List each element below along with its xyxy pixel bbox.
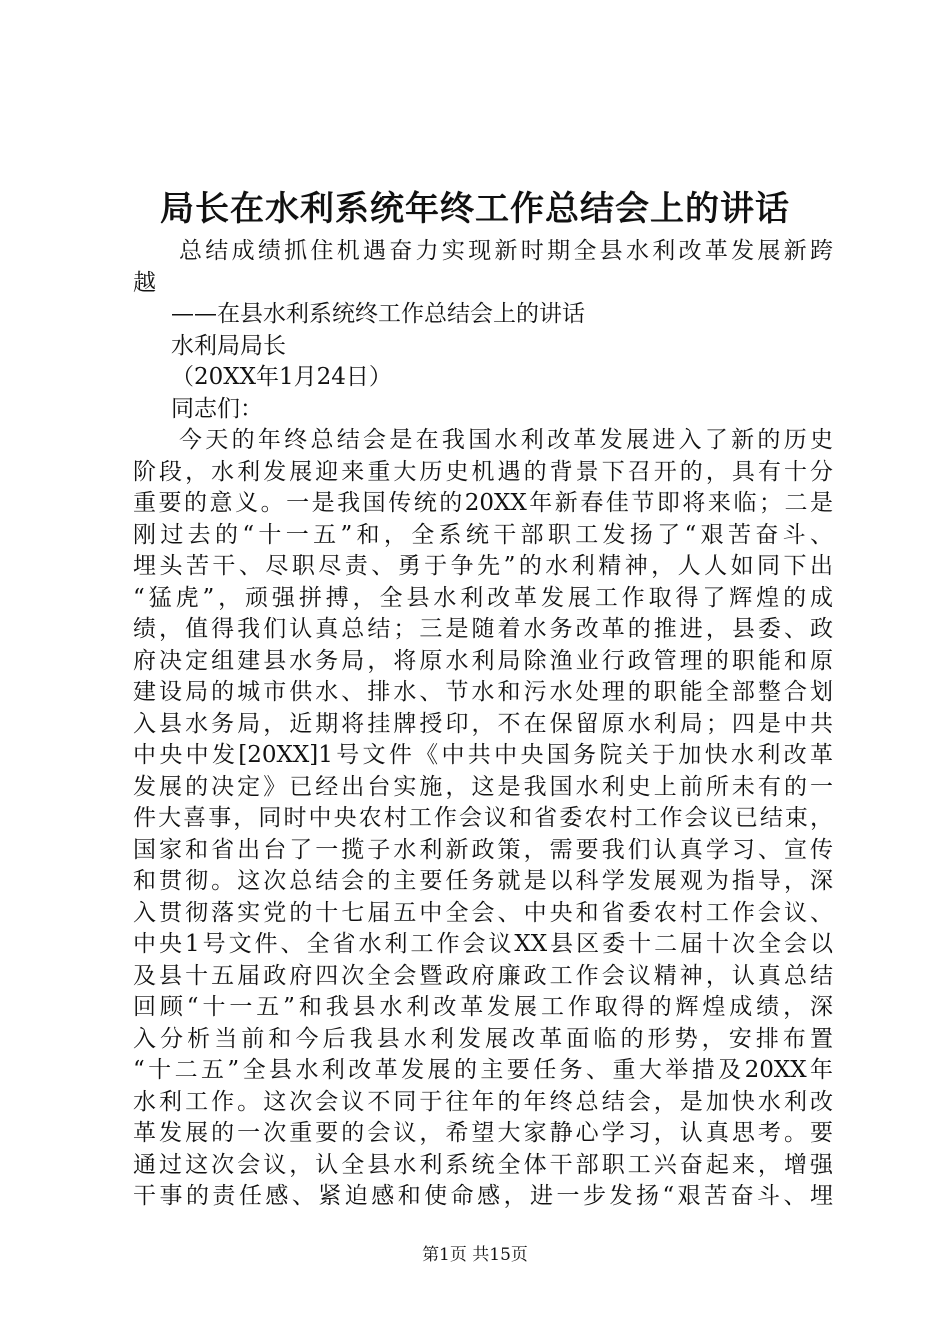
body-line: 建设局的城市供水、排水、节水和污水处理的职能全部整合划 [133, 679, 833, 705]
body-line: ——在县水利系统终工作总结会上的讲话 [171, 301, 585, 327]
body-line: 和贯彻。这次总结会的主要任务就是以科学发展观为指导，深 [133, 868, 833, 894]
body-line: 发展的决定》已经出台实施，这是我国水利史上前所未有的一 [133, 773, 833, 800]
document-title: 局长在水利系统年终工作总结会上的讲话 [160, 189, 790, 229]
body-line: 中央中发[20XX]1号文件《中共中央国务院关于加快水利改革 [133, 742, 833, 768]
body-line: 件大喜事，同时中央农村工作会议和省委农村工作会议已结束， [133, 805, 833, 831]
body-line: 回顾“十一五”和我县水利改革发展工作取得的辉煌成绩，深 [133, 994, 833, 1020]
body-line: 国家和省出台了一揽子水利新政策，需要我们认真学习、宣传 [133, 836, 833, 863]
body-line: 阶段，水利发展迎来重大历史机遇的背景下召开的，具有十分 [133, 458, 833, 485]
body-line: 绩，值得我们认真总结；三是随着水务改革的推进，县委、政 [133, 616, 833, 642]
body-line: 中央1号文件、全省水利工作会议XX县区委十二届十次全会以 [133, 931, 833, 957]
body-line: “十二五”全县水利改革发展的主要任务、重大举措及20XX年 [133, 1057, 833, 1083]
body-line: 入分析当前和今后我县水利发展改革面临的形势，安排布置 [133, 1025, 833, 1052]
body-line: 入贯彻落实党的十七届五中全会、中央和省委农村工作会议、 [133, 899, 833, 926]
body-line: 埋头苦干、尽职尽责、勇于争先”的水利精神，人人如同下出 [133, 553, 833, 579]
body-line: 府决定组建县水务局，将原水利局除渔业行政管理的职能和原 [133, 647, 833, 674]
body-line: 通过这次会议，认全县水利系统全体干部职工兴奋起来，增强 [133, 1151, 833, 1178]
body-line: （20XX年1月24日） [171, 364, 392, 390]
body-line: 今天的年终总结会是在我国水利改革发展进入了新的历史 [179, 427, 833, 453]
body-line: “猛虎”，顽强拼搏，全县水利改革发展工作取得了辉煌的成 [133, 584, 833, 611]
body-line: 水利局局长 [171, 332, 286, 359]
document-body [133, 236, 833, 1213]
body-line: 总结成绩抓住机遇奋力实现新时期全县水利改革发展新跨 [179, 238, 833, 264]
body-line: 同志们： [171, 395, 263, 422]
body-line: 及县十五届政府四次全会暨政府廉政工作会议精神，认真总结 [133, 962, 833, 989]
body-line: 干事的责任感、紧迫感和使命感，进一步发扬“艰苦奋斗、埋 [133, 1183, 833, 1209]
body-line: 水利工作。这次会议不同于往年的年终总结会，是加快水利改 [133, 1088, 833, 1115]
body-line: 越 [133, 269, 156, 296]
body-line: 刚过去的“十一五”和，全系统干部职工发扬了“艰苦奋斗、 [133, 521, 833, 548]
body-line: 入县水务局，近期将挂牌授印，不在保留原水利局；四是中共 [133, 710, 833, 737]
body-line: 革发展的一次重要的会议，希望大家静心学习，认真思考。要 [133, 1120, 833, 1146]
page-number-footer: 第1页 共15页 [422, 1245, 528, 1265]
body-line: 重要的意义。一是我国传统的20XX年新春佳节即将来临；二是 [133, 490, 833, 516]
